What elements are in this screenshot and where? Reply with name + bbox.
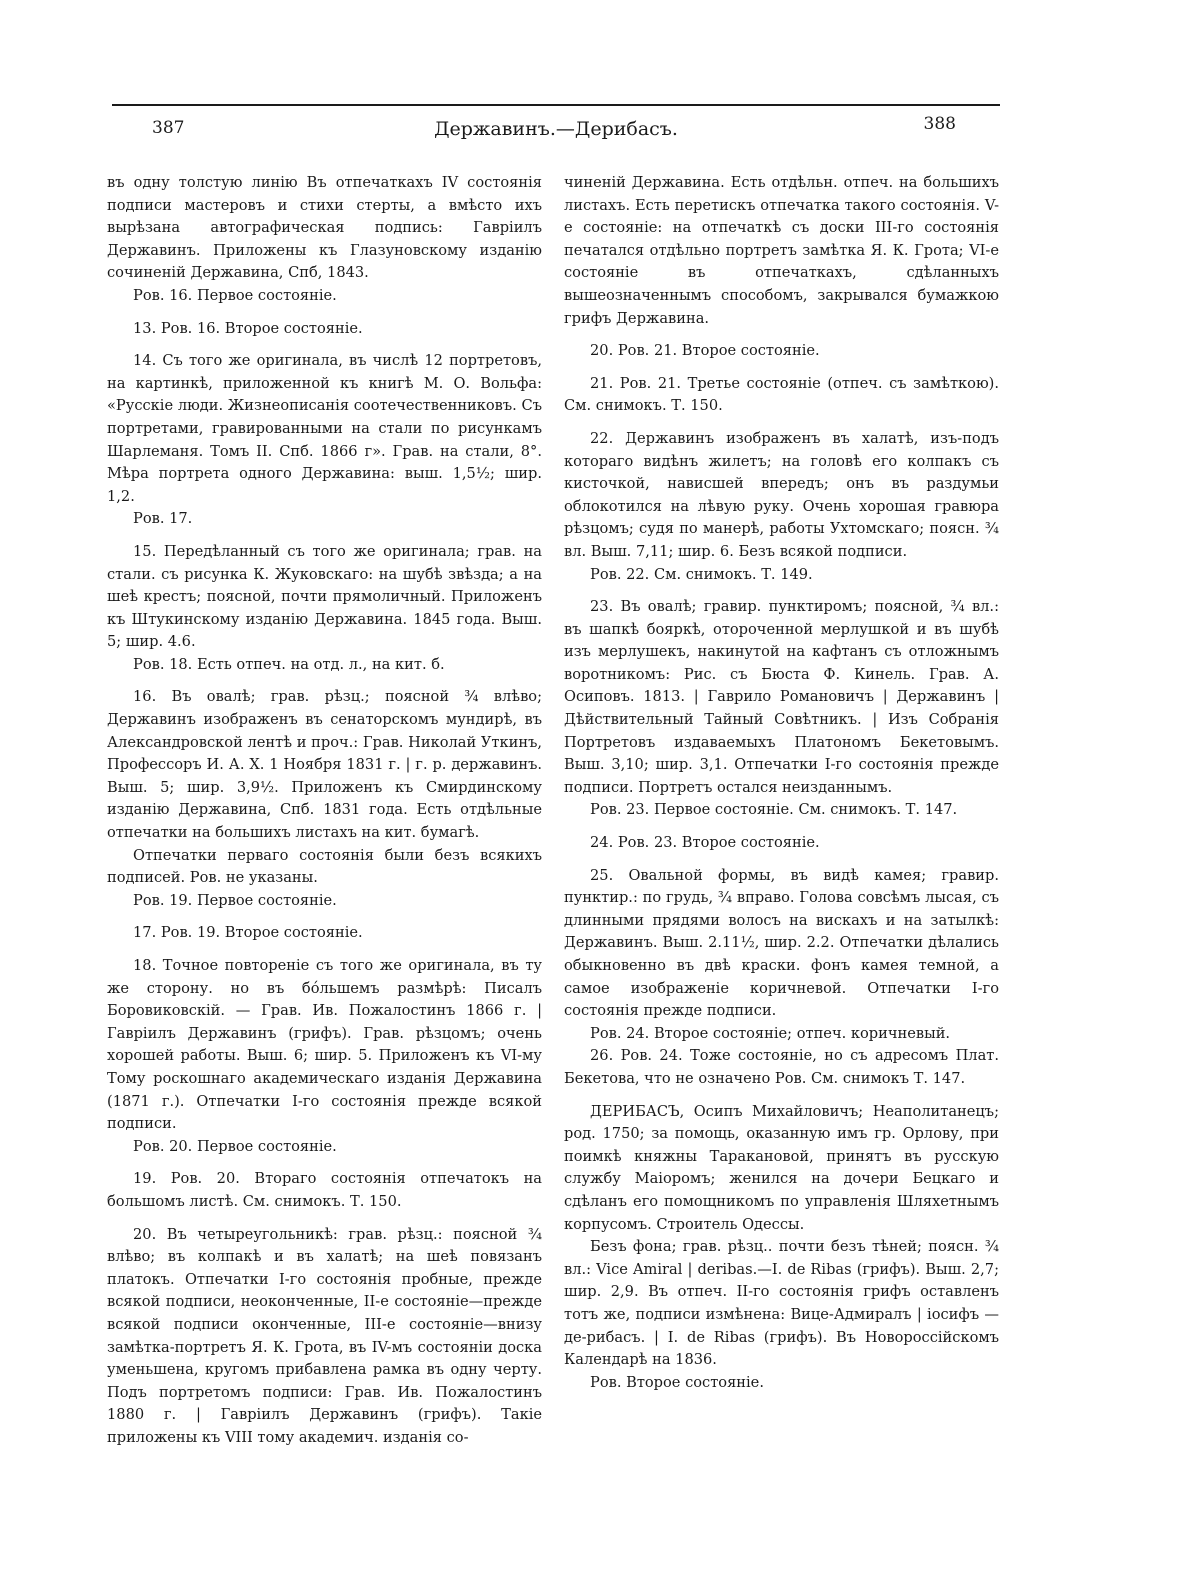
entry-paragraph: 18. Точное повтореніе съ того же оригинала, въ ту же сторону. но въ бóльшемъ размѣрѣ: Писалъ Боровиковскій. — Грав. Ив. Пожалостинъ 1866 г. | Гавріилъ Державинъ (грифъ). Грав. рѣзцомъ; очень хорошей работы. Выш. 6; шир. 5. Приложенъ къ VI-му Тому роскошнаго академическаго изданія Державина (1871 г.). Отпечатки I-го состоянія прежде всякой подписи.: [107, 957, 542, 1133]
right-column: [564, 172, 999, 1394]
entry-paragraph: въ одну толстую линію Въ отпечаткахъ IV состоянія подписи мастеровъ и стихи стерты, а вмѣсто ихъ вырѣзана автографическая подпись: Гавріилъ Державинъ. Приложены къ Глазуновскому изданію сочиненій Державина, Спб, 1843.: [107, 174, 542, 282]
entry-paragraph: Безъ фона; грав. рѣзц.. почти безъ тѣней; поясн. ¾ вл.: Vice Amiral | deribas.—I. de Ribas (грифъ). Выш. 2,7; шир. 2,9. Въ отпеч. II-го состоянія грифъ оставленъ тотъ же, подписи измѣнена: Вице-Адмиралъ | іосифъ — де-рибасъ. | I. de Ribas (грифъ). Въ Новороссійскомъ Календарѣ на 1836.: [564, 1238, 999, 1369]
entry-paragraph: 16. Въ овалѣ; грав. рѣзц.; поясной ¾ влѣво; Державинъ изображенъ въ сенаторскомъ мундирѣ, въ Александровской лентѣ и проч.: Грав. Николай Уткинъ, Профессоръ И. А. Х. 1 Ноября 1831 г. | г. р. державинъ. Выш. 5; шир. 3,9½. Приложенъ къ Смирдинскому изданію Державина, Спб. 1831 года. Есть отдѣльные отпечатки на большихъ листахъ на кит. бумагѣ.: [107, 688, 542, 842]
page-number-left: 387: [152, 118, 185, 138]
entry-paragraph: Ров. 24. Второе состояніе; отпеч. коричневый.: [590, 1024, 951, 1042]
entry-paragraph: Ров. 23. Первое состояніе. См. снимокъ. Т. 147.: [590, 801, 958, 819]
entry-paragraph: 21. Ров. 21. Третье состояніе (отпеч. съ замѣткою). См. снимокъ. Т. 150.: [564, 374, 999, 415]
entry-paragraph: Ров. 22. См. снимокъ. Т. 149.: [590, 565, 813, 583]
entry-paragraph: 13. Ров. 16. Второе состояніе.: [133, 319, 363, 337]
entry-paragraph: 20. Въ четыреугольникѣ: грав. рѣзц.: поясной ¾ влѣво; въ колпакѣ и въ халатѣ; на шеѣ повязанъ платокъ. Отпечатки I-го состоянія пробные, прежде всякой подписи, неоконченные, II-е состояніе—прежде всякой подписи оконченные, III-е состояніе—внизу замѣтка-портретъ Я. К. Грота, въ IV-мъ состояніи доска уменьшена, кругомъ прибавлена рамка въ одну черту. Подъ портретомъ подписи: Грав. Ив. Пожалостинъ 1880 г. | Гавріилъ Державинъ (грифъ). Такіе приложены къ VIII тому академич. изданія со-: [107, 1225, 542, 1446]
entry-paragraph: 22. Державинъ изображенъ въ халатѣ, изъ-подъ котораго видѣнъ жилетъ; на головѣ его колпакъ съ кисточкой, нависшей впередъ; онъ въ раздумьи облокотился на лѣвую руку. Очень хорошая гравюра рѣзцомъ; судя по манерѣ, работы Ухтомскаго; поясн. ¾ вл. Выш. 7,11; шир. 6. Безъ всякой подписи.: [564, 429, 999, 560]
running-title: Державинъ.—Дерибасъ.: [434, 118, 678, 140]
entry-paragraph: Ров. 16. Первое состояніе.: [133, 286, 337, 304]
entry-paragraph: Отпечатки перваго состоянія были безъ всякихъ подписей. Ров. не указаны.: [107, 846, 542, 887]
page-number-right: 388: [923, 114, 956, 134]
page-header: [112, 112, 1000, 152]
entry-paragraph: 20. Ров. 21. Второе состояніе.: [590, 342, 820, 360]
entry-paragraph: 14. Съ того же оригинала, въ числѣ 12 портретовъ, на картинкѣ, приложенной къ книгѣ М. О. Вольфа: «Русскіе люди. Жизнеописанія соотечественниковъ. Съ портретами, гравированными на стали по рисункамъ Шарлеманя. Томъ II. Спб. 1866 г». Грав. на стали, 8°. Мѣра портрета одного Державина: выш. 1,5½; шир. 1,2.: [107, 352, 542, 505]
entry-paragraph: 23. Въ овалѣ; гравир. пунктиромъ; поясной, ¾ вл.: въ шапкѣ бояркѣ, оторoченной мерлушкой и въ шубѣ изъ мерлушекъ, накинутой на кафтанъ съ отложнымъ воротникомъ: Рис. съ Бюста Ф. Кинель. Грав. А. Осиповъ. 1813. | Гаврило Романовичъ | Державинъ | Дѣйствительный Тайный Совѣтникъ. | Изъ Собранія Портретовъ издаваемыхъ Платономъ Бекетовымъ. Выш. 3,10; шир. 3,1. Отпечатки I-го состоянія прежде подписи. Портретъ остался неизданнымъ.: [564, 598, 999, 796]
entry-paragraph: ДЕРИБАСЪ, Осипъ Михайловичъ; Неаполитанецъ; род. 1750; за помощь, оказанную имъ гр. Орлову, при поимкѣ княжны Таракановой, принятъ въ русскую службу Маіоромъ; женился на дочери Бецкаго и сдѣланъ его помощникомъ по управленія Шляхетнымъ корпусомъ. Строитель Одессы.: [564, 1102, 999, 1233]
header-rule: [112, 104, 1000, 106]
entry-paragraph: 19. Ров. 20. Втораго состоянія отпечатокъ на большомъ листѣ. См. снимокъ. Т. 150.: [107, 1170, 542, 1210]
entry-paragraph: Ров. Второе состояніе.: [590, 1373, 764, 1391]
entry-paragraph: 17. Ров. 19. Второе состояніе.: [133, 924, 363, 942]
entry-paragraph: Ров. 17.: [133, 510, 193, 528]
entry-paragraph: 25. Овальной формы, въ видѣ камея; гравир. пунктир.: по грудь, ¾ вправо. Голова совсѣмъ лысая, съ длинными прядями волосъ на вискахъ и на затылкѣ: Державинъ. Выш. 2.11½, шир. 2.2. Отпечатки дѣлались обыкновенно въ двѣ краски. фонъ камея темной, а самое изображеніе коричневой. Отпечатки I-го состоянія прежде подписи.: [564, 866, 999, 1020]
entry-paragraph: Ров. 19. Первое состояніе.: [133, 891, 337, 909]
entry-paragraph: 26. Ров. 24. Тоже состояніе, но съ адресомъ Плат. Бекетова, что не означено Ров. См. снимокъ Т. 147.: [564, 1047, 999, 1087]
entry-paragraph: 24. Ров. 23. Второе состояніе.: [590, 834, 820, 852]
entry-paragraph: чиненій Державина. Есть отдѣльн. отпеч. на большихъ листахъ. Есть перетискъ отпечатка такого состоянія. V-е состояніе: на отпечаткѣ съ доски III-го состоянія печатался отдѣльно портретъ замѣтка Я. К. Грота; VI-е состояніе въ отпечаткахъ, сдѣланныхъ вышеозначеннымъ способомъ, закрывался бумажкою грифъ Державина.: [564, 174, 999, 327]
entry-paragraph: Ров. 20. Первое состояніе.: [133, 1137, 337, 1155]
entry-paragraph: Ров. 18. Есть отпеч. на отд. л., на кит. б.: [133, 655, 445, 673]
left-column: [107, 172, 542, 1449]
entry-paragraph: 15. Передѣланный съ того же оригинала; грав. на стали. съ рисунка К. Жуковскаго: на шубѣ звѣзда; а на шеѣ крестъ; поясной, почти прямоличный. Приложенъ къ Штукинскому изданію Державина. 1845 года. Выш. 5; шир. 4.6.: [107, 542, 542, 651]
